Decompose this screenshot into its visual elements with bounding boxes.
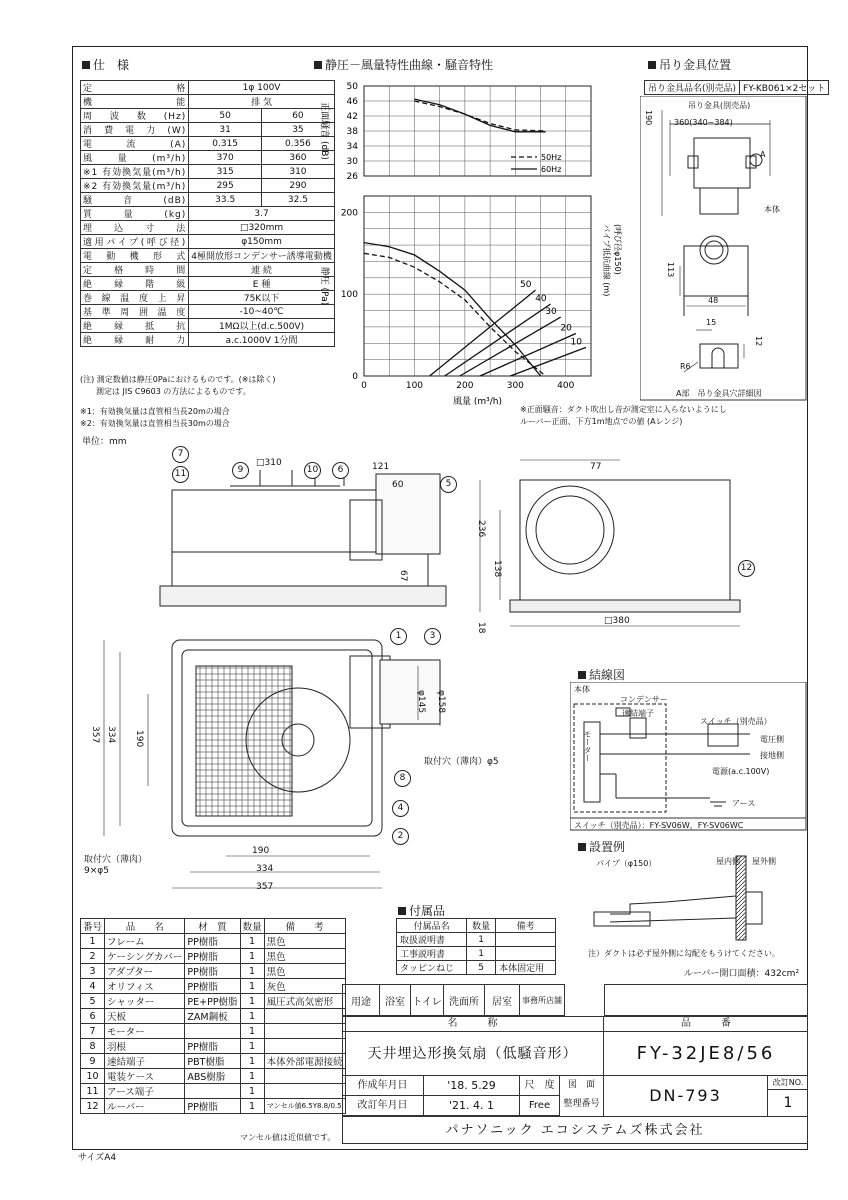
spec-label: 絶縁階級 — [81, 277, 189, 291]
parts-header: 品 名 — [105, 919, 185, 934]
install-pipe-label: パイプ（φ150） — [596, 859, 657, 868]
parts-cell — [264, 1009, 345, 1024]
dim-77: 77 — [590, 462, 602, 472]
spec-footnote-1: ※1：有効換気量は直管相当長20mの場合 — [80, 407, 230, 416]
install-indoor-label: 屋内側 — [716, 857, 740, 866]
drawing-no-label: 図 面 整理番号 — [560, 1076, 604, 1116]
accessory-row — [397, 933, 556, 947]
parts-cell: 電装ケース — [105, 1069, 185, 1084]
callout-marker: 12 — [738, 560, 755, 577]
parts-cell: 1 — [240, 979, 264, 994]
accessory-cell: 本体固定用 — [496, 961, 556, 975]
hanger-caption: 吊り金具(別売品) — [688, 101, 751, 110]
parts-cell: 1 — [240, 1009, 264, 1024]
spec-row — [81, 81, 335, 95]
parts-cell: 1 — [240, 1069, 264, 1084]
spec-row — [81, 291, 335, 305]
spec-value: 360 — [262, 151, 335, 165]
parts-cell: 4 — [81, 979, 105, 994]
accessory-cell — [496, 947, 556, 961]
callout-marker: 2 — [392, 828, 409, 845]
spec-row — [81, 207, 335, 221]
dim-380: □380 — [604, 616, 630, 626]
parts-cell: ABS樹脂 — [185, 1069, 240, 1084]
spec-label: 電流(A) — [81, 137, 189, 151]
spec-row — [81, 151, 335, 165]
parts-cell: PBT樹脂 — [185, 1054, 240, 1069]
parts-row — [81, 964, 346, 979]
parts-row — [81, 994, 346, 1009]
spec-value: 0.356 — [262, 137, 335, 151]
accessory-cell: タッピンねじ — [397, 961, 467, 975]
usage-table — [342, 984, 565, 1016]
dim-145: φ145 — [416, 690, 426, 714]
pressure-tick-label: 200 — [340, 208, 358, 219]
legend-label: 60Hz — [541, 165, 562, 174]
resistance-axis-label: パイプ抵抗曲線 (m) — [602, 224, 611, 297]
parts-cell: ZAM鋼板 — [185, 1009, 240, 1024]
spec-row — [81, 305, 335, 319]
parts-row — [81, 949, 346, 964]
hanger-drawing — [640, 96, 808, 402]
parts-cell: 天板 — [105, 1009, 185, 1024]
drawing-no: DN-793 — [604, 1076, 768, 1116]
resistance-curve-label: 50 — [520, 280, 532, 291]
wiring-body-label: 本体 — [574, 685, 590, 694]
pressure-panel — [364, 196, 591, 376]
parts-cell: 本体外部電源接続 — [264, 1054, 345, 1069]
spec-row — [81, 235, 335, 249]
parts-cell: 3 — [81, 964, 105, 979]
paper-size: サイズA4 — [78, 1153, 117, 1163]
pressure-tick-label: 0 — [352, 372, 358, 382]
accessory-header: 備考 — [496, 919, 556, 933]
parts-cell: PP樹脂 — [185, 964, 240, 979]
spec-value: -10~40℃ — [189, 305, 335, 319]
parts-cell: 風圧式高気密形 — [264, 994, 345, 1009]
noise-tick-label: 26 — [346, 172, 358, 182]
parts-row — [81, 1099, 346, 1114]
hanger-section-title: 吊り金具位置 — [648, 56, 731, 73]
spec-row — [81, 123, 335, 137]
noise-series-60Hz — [414, 99, 545, 132]
spec-label: 埋込寸法 — [81, 221, 189, 235]
hanger-dim-113: 113 — [666, 262, 675, 278]
spec-row — [81, 109, 335, 123]
parts-cell: PE+PP樹脂 — [185, 994, 240, 1009]
spec-row — [81, 249, 335, 263]
product-name: 天井埋込形換気扇（低騒音形） — [342, 1032, 604, 1076]
spec-value: 50 — [189, 109, 262, 123]
mounting-hole-label: 取付穴（薄肉）φ5 — [424, 757, 499, 767]
spec-value: 0.315 — [189, 137, 262, 151]
usage-cell: 事務所店舗 — [520, 985, 565, 1016]
product-model: FY-32JE8/56 — [604, 1032, 808, 1076]
parts-cell: フレーム — [105, 934, 185, 949]
parts-cell: 1 — [240, 1054, 264, 1069]
dim-190-v: 190 — [134, 730, 144, 748]
spec-value: 連 続 — [189, 263, 335, 277]
accessory-cell: 取扱説明書 — [397, 933, 467, 947]
created-label: 作成年月日 — [342, 1076, 424, 1096]
parts-cell: PP樹脂 — [185, 949, 240, 964]
parts-cell: 灰色 — [264, 979, 345, 994]
spec-footnote-2: ※2：有効換気量は直管相当長30mの場合 — [80, 419, 230, 428]
accessory-cell: 1 — [467, 947, 496, 961]
parts-cell: ケーシングカバー — [105, 949, 185, 964]
hanger-detail-caption: A部 吊り金具穴詳細図 — [676, 389, 762, 398]
parts-cell: 8 — [81, 1039, 105, 1054]
parts-cell: ルーバー — [105, 1099, 185, 1114]
hanger-part-label: 吊り金具品名(別売品) — [645, 81, 740, 95]
usage-cell: 洗面所 — [444, 985, 485, 1016]
hanger-label-body: 本体 — [764, 205, 780, 214]
parts-cell — [264, 1069, 345, 1084]
revised-date: '21. 4. 1 — [424, 1096, 520, 1116]
wiring-power-label: 電源(a.c.100V) — [712, 767, 770, 776]
x-tick-label: 200 — [456, 381, 474, 391]
hanger-dim-48: 48 — [708, 296, 719, 305]
resistance-curve-label: 10 — [570, 337, 582, 348]
parts-cell: アース端子 — [105, 1084, 185, 1099]
spec-row — [81, 95, 335, 109]
spec-label: 質量(kg) — [81, 207, 189, 221]
wiring-ground-side: 接地側 — [760, 751, 784, 760]
spec-row — [81, 165, 335, 179]
usage-cell: 用途 — [343, 985, 380, 1016]
dim-357-h: 357 — [256, 882, 274, 892]
parts-row — [81, 1039, 346, 1054]
callout-marker: 10 — [304, 462, 321, 479]
x-tick-label: 300 — [506, 381, 524, 391]
spec-label: 定格時間 — [81, 263, 189, 277]
parts-cell: 11 — [81, 1084, 105, 1099]
legend-label: 50Hz — [541, 153, 562, 162]
revision-no-label: 改訂NO. — [768, 1076, 808, 1090]
parts-cell: 速結端子 — [105, 1054, 185, 1069]
spec-value: 295 — [189, 179, 262, 193]
spec-value: 1φ 100V — [189, 81, 335, 95]
accessory-row — [397, 947, 556, 961]
parts-row — [81, 1009, 346, 1024]
spec-value: 4極開放形コンデンサー誘導電動機 — [189, 249, 335, 263]
parts-cell: モーター — [105, 1024, 185, 1039]
louver-area: ルーバー開口面積：432cm² — [684, 969, 800, 979]
parts-cell: 1 — [240, 934, 264, 949]
noise-tick-label: 50 — [346, 82, 358, 92]
spec-value: E 種 — [189, 277, 335, 291]
spec-label: 風量(m³/h) — [81, 151, 189, 165]
parts-row — [81, 1084, 346, 1099]
callout-marker: 7 — [172, 446, 189, 463]
x-tick-label: 0 — [361, 381, 367, 391]
parts-cell: 1 — [240, 994, 264, 1009]
x-tick-label: 400 — [557, 381, 575, 391]
parts-cell: 12 — [81, 1099, 105, 1114]
spec-label: 騒音(dB) — [81, 193, 189, 207]
parts-header: 備 考 — [264, 919, 345, 934]
dim-138: 138 — [492, 560, 502, 578]
hanger-dim-190: 190 — [644, 110, 653, 126]
spec-row — [81, 277, 335, 291]
spec-label: 機能 — [81, 95, 189, 109]
spec-row — [81, 221, 335, 235]
install-section-title: 設置例 — [578, 838, 625, 855]
callout-marker: 3 — [424, 628, 441, 645]
resistance-curve-40 — [445, 304, 551, 376]
install-outdoor-label: 屋外側 — [752, 857, 776, 866]
spec-row — [81, 263, 335, 277]
wiring-section-title: 結線図 — [578, 666, 625, 683]
side-view-right — [480, 460, 740, 626]
spec-note-1: (注) 測定数値は静圧0Paにおけるものです。(※は除く) — [80, 375, 276, 384]
callout-marker: 9 — [232, 462, 249, 479]
callout-marker: 8 — [394, 770, 411, 787]
dim-310: □310 — [256, 458, 282, 468]
hanger-dim-r6: R6 — [680, 362, 691, 371]
parts-cell — [185, 1024, 240, 1039]
parts-cell: 9 — [81, 1054, 105, 1069]
spec-section-title: 仕 様 — [82, 56, 129, 73]
wiring-earth-label: アース — [732, 799, 756, 808]
parts-cell: 7 — [81, 1024, 105, 1039]
spec-value: 315 — [189, 165, 262, 179]
parts-cell: 羽根 — [105, 1039, 185, 1054]
created-date: '18. 5.29 — [424, 1076, 520, 1096]
parts-cell: 黒色 — [264, 964, 345, 979]
parts-cell: 黒色 — [264, 949, 345, 964]
revision-no: 1 — [783, 1095, 793, 1111]
usage-cell: 浴室 — [380, 985, 411, 1016]
hanger-part-table — [644, 80, 829, 95]
wiring-motor-label: モーター — [583, 730, 592, 762]
callout-marker: 5 — [440, 476, 457, 493]
hanger-dim-360: 360(340~384) — [674, 118, 733, 127]
dim-357-v: 357 — [90, 726, 100, 744]
spec-table — [80, 80, 335, 347]
parts-cell: アダプター — [105, 964, 185, 979]
spec-value: 33.5 — [189, 193, 262, 207]
wiring-switch-models: スイッチ（別売品）：FY-SV06W，FY-SV06WC — [574, 821, 744, 830]
x-tick-label: 100 — [405, 381, 424, 391]
spec-row — [81, 193, 335, 207]
spec-label: 絶縁耐力 — [81, 333, 189, 347]
spec-value: 排 気 — [189, 95, 335, 109]
hanger-part-no: FY-KB061×2セット — [740, 81, 829, 95]
spec-label: ※2 有効換気量(m³/h) — [81, 179, 189, 193]
parts-cell: PP樹脂 — [185, 1039, 240, 1054]
wiring-terminal-label: 速結端子 — [622, 709, 654, 718]
mounting-hole-label-2b: 9×φ5 — [84, 866, 109, 876]
spec-value: 32.5 — [262, 193, 335, 207]
dim-190-h: 190 — [252, 846, 270, 856]
parts-note: マンセル値は近似値です。 — [240, 1133, 336, 1142]
parts-row — [81, 1054, 346, 1069]
callout-marker: 4 — [392, 800, 409, 817]
spec-row — [81, 137, 335, 151]
spec-value: 1MΩ以上(d.c.500V) — [189, 319, 335, 333]
resistance-curve-label: 20 — [560, 323, 572, 334]
pressure-tick-label: 100 — [340, 290, 358, 301]
noise-tick-label: 46 — [346, 97, 358, 107]
hanger-dim-12: 12 — [754, 336, 763, 347]
accessory-cell — [496, 933, 556, 947]
usage-blank-cell — [604, 984, 808, 1016]
model-header: 品 番 — [604, 1016, 808, 1032]
install-note: 注）ダクトは必ず屋外側に勾配をもうけてください。 — [588, 949, 780, 958]
spec-value: 75K以下 — [189, 291, 335, 305]
dim-18: 18 — [476, 622, 486, 634]
spec-label: 定格 — [81, 81, 189, 95]
wiring-condenser-label: コンデンサー — [620, 695, 668, 704]
spec-note-2: 測定は JIS C9603 の方法によるものです。 — [80, 387, 251, 396]
dim-236: 236 — [476, 520, 486, 538]
noise-y-axis-label: 正面騒音 (dB) — [319, 102, 329, 160]
spec-label: ※1 有効換気量(m³/h) — [81, 165, 189, 179]
parts-header: 番号 — [81, 919, 105, 934]
accessories-table — [396, 918, 556, 975]
resistance-curve-label: 30 — [545, 307, 557, 318]
parts-row — [81, 979, 346, 994]
parts-cell: 黒色 — [264, 934, 345, 949]
parts-cell — [264, 1024, 345, 1039]
parts-cell: PP樹脂 — [185, 934, 240, 949]
unit-label: 単位：mm — [82, 437, 127, 447]
parts-cell: 1 — [240, 1039, 264, 1054]
parts-cell: 10 — [81, 1069, 105, 1084]
spec-value: 3.7 — [189, 207, 335, 221]
usage-cell: 居室 — [485, 985, 520, 1016]
pressure-series-50Hz — [364, 253, 546, 376]
company-name: パナソニック エコシステムズ株式会社 — [342, 1116, 808, 1144]
side-view-left — [160, 470, 446, 606]
spec-label: 絶縁抵抗 — [81, 319, 189, 333]
spec-value: 60 — [262, 109, 335, 123]
spec-value: 310 — [262, 165, 335, 179]
parts-row — [81, 934, 346, 949]
hanger-label-a: A — [760, 150, 766, 159]
parts-row — [81, 1024, 346, 1039]
accessory-cell: 5 — [467, 961, 496, 975]
spec-value: 370 — [189, 151, 262, 165]
noise-note: ※正面騒音：ダクト吹出し音が測定室に入らないようにし ルーバー正面、下方1m地点での値 (Aレンジ) — [520, 405, 727, 426]
parts-cell: 1 — [240, 1024, 264, 1039]
dim-334-v: 334 — [106, 726, 116, 744]
dim-334-h: 334 — [256, 864, 274, 874]
parts-cell: PP樹脂 — [185, 1099, 240, 1114]
parts-cell: 1 — [240, 1084, 264, 1099]
scale-label: 尺 度 — [520, 1076, 560, 1096]
spec-value: φ150mm — [189, 235, 335, 249]
callout-marker: 1 — [390, 628, 407, 645]
dim-67: 67 — [398, 570, 408, 582]
spec-value: a.c.1000V 1分間 — [189, 333, 335, 347]
parts-table — [80, 918, 346, 1114]
parts-cell: シャッター — [105, 994, 185, 1009]
parts-cell: 1 — [240, 1099, 264, 1114]
accessory-row — [397, 961, 556, 975]
parts-cell: マンセル値6.5Y8.8/0.5 — [264, 1099, 345, 1114]
accessory-header: 数量 — [467, 919, 496, 933]
noise-tick-label: 38 — [346, 127, 358, 137]
parts-cell — [185, 1084, 240, 1099]
parts-cell: 6 — [81, 1009, 105, 1024]
dim-121: 121 — [372, 462, 390, 472]
resistance-axis-label: (呼び径φ150) — [613, 224, 622, 275]
parts-header: 材 質 — [185, 919, 240, 934]
wiring-switch-label: スイッチ（別売品） — [700, 717, 772, 726]
accessory-cell: 工事説明書 — [397, 947, 467, 961]
pressure-y-axis-label: 静圧 (Pa) — [319, 266, 329, 306]
chart-section-title: 静圧－風量特性曲線・騒音特性 — [314, 56, 493, 73]
parts-header: 数量 — [240, 919, 264, 934]
accessories-section-title: 付属品 — [398, 902, 445, 919]
spec-row — [81, 179, 335, 193]
x-axis-label: 風量 (m³/h) — [453, 397, 502, 407]
parts-cell: 2 — [81, 949, 105, 964]
spec-label: 消費電力(W) — [81, 123, 189, 137]
mounting-hole-label-2a: 取付穴（薄肉） — [84, 855, 148, 865]
spec-label: 周波数(Hz) — [81, 109, 189, 123]
parts-cell: 1 — [240, 949, 264, 964]
pressure-series-60Hz — [364, 243, 541, 376]
callout-marker: 6 — [332, 462, 349, 479]
parts-cell: オリフィス — [105, 979, 185, 994]
parts-cell: 5 — [81, 994, 105, 1009]
noise-tick-label: 34 — [346, 142, 358, 152]
dim-158: φ158 — [436, 690, 446, 714]
accessory-header: 付属品名 — [397, 919, 467, 933]
hanger-dim-15: 15 — [706, 318, 717, 327]
spec-label: 巻線温度上昇 — [81, 291, 189, 305]
spec-value: □320mm — [189, 221, 335, 235]
fan-characteristic-chart — [306, 74, 636, 414]
spec-label: 適用パイプ(呼び径) — [81, 235, 189, 249]
parts-cell: PP樹脂 — [185, 979, 240, 994]
noise-tick-label: 42 — [346, 112, 358, 122]
wiring-voltage-side: 電圧側 — [760, 735, 784, 744]
parts-cell — [264, 1039, 345, 1054]
spec-label: 電動機形式 — [81, 249, 189, 263]
scale-value: Free — [520, 1096, 560, 1116]
revised-label: 改訂年月日 — [342, 1096, 424, 1116]
spec-value: 31 — [189, 123, 262, 137]
resistance-curve-label: 40 — [535, 294, 547, 304]
accessory-cell: 1 — [467, 933, 496, 947]
spec-value: 35 — [262, 123, 335, 137]
usage-cell: トイレ — [411, 985, 444, 1016]
name-header: 名 称 — [342, 1016, 604, 1032]
bottom-view — [104, 640, 440, 888]
parts-cell: 1 — [240, 964, 264, 979]
noise-tick-label: 30 — [346, 157, 358, 167]
dim-60: 60 — [392, 480, 404, 490]
parts-cell: 1 — [81, 934, 105, 949]
spec-value: 290 — [262, 179, 335, 193]
parts-row — [81, 1069, 346, 1084]
spec-row — [81, 319, 335, 333]
callout-marker: 11 — [172, 466, 189, 483]
parts-cell — [264, 1084, 345, 1099]
spec-label: 基準周囲温度 — [81, 305, 189, 319]
spec-row — [81, 333, 335, 347]
